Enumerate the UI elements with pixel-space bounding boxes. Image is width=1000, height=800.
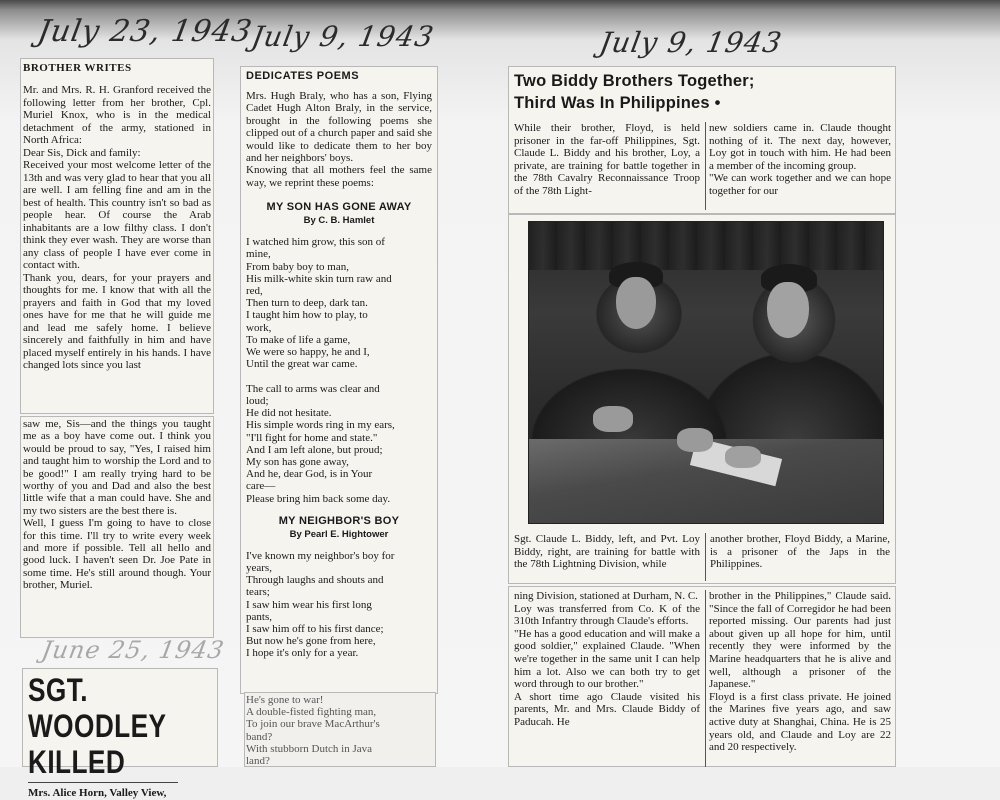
clipping-poem2-overflow [244, 692, 436, 767]
brother-writes-text-bottom: saw me, Sis—and the things you taught me as a boy have come out. I think you would be proud to say, "Yes, I raised him and taught him to worship the Lord and to be good!" I am really trying hard to be worthy of you and Dad and also the best little wife that a man could have. She and my two sisters are the best there is. Well, I guess I'm going to have to close for this time. I'll try to write every week and more if possible. Tell all hello and good luck. I haven't seen Dr. Joe Pate in some time. He's still around though. Your brother, Muriel. [23, 418, 211, 592]
headline-biddy-line2 [514, 94, 890, 113]
handwritten-date-col1: July 23, 1943 [34, 14, 256, 49]
poem1-title: MY SON HAS GONE AWAY [266, 201, 412, 214]
poem2-text: I've known my neighbor's boy for years, Through laughs and shouts and tears; I saw him wear his first long pants, I saw him off to his first dance; But now he's gone from here, I hope it's only for a year. [246, 549, 395, 660]
headline-biddy-line1: Two Biddy Brothers Together; [514, 72, 755, 90]
bullet-icon: • [714, 94, 721, 112]
clipping-dedicates-poems [240, 66, 438, 694]
photo-background-shelves [529, 222, 883, 270]
headline-dedicates-poems: DEDICATES POEMS [246, 70, 360, 82]
column-divider [705, 122, 706, 210]
dedicates-poems-intro: Mrs. Hugh Braly, who has a son, Flying Cadet Hugh Alton Braly, in the service, brought in the following poems she clipped out of a church paper and said she would like to dedicate them to her boy and her neighbors' boys. Knowing that all mothers feel the same way, we reprint these poems: [246, 90, 432, 189]
clipping-brother-writes-bottom [20, 416, 214, 638]
clipping-biddy-brothers [508, 66, 896, 214]
poem2-author: By Pearl E. Hightower [289, 528, 389, 540]
bottom-column-divider [705, 590, 706, 767]
handwritten-date-col3: July 9, 1943 [597, 26, 785, 59]
photo-hand [725, 446, 761, 468]
biddy-col-left-text: While their brother, Floyd, is held prisoner in the far-off Philippines, Sgt. Claude L. Biddy and his brother, Loy, a private, are training for battle together in the 78th Cavalry Reconnaissance Troop of the 78th Light- [514, 122, 700, 197]
photo-hand [677, 428, 713, 452]
photo-caption-left: Sgt. Claude L. Biddy, left, and Pvt. Loy Biddy, right, are training for battle with the 78th Lightning Division, while [514, 533, 700, 571]
photo-hand [593, 406, 633, 432]
caption-divider [705, 533, 706, 581]
biddy-bottom-right-text: brother in the Philippines," Claude said. "Since the fall of Corregidor he had been reported missing. Our parents had just about given up all hope for him, until recently they were informed by the Marine headquarters that he is alive and well, although a prisoner of the Japanese." Floyd is a first class private. He joined the Marines five years ago, and saw active duty at Shanghai, China. He is 25 years old, and Claude and Loy are 22 and 20 respectively. [709, 590, 891, 754]
headline-sgt-woodley-line2: KILLED [28, 744, 126, 780]
poem1-author: By C. B. Hamlet [303, 215, 375, 227]
clipping-brother-writes-top [20, 58, 214, 414]
handwritten-date-bottom-left: June 25, 1943 [39, 636, 227, 664]
poem2-title: MY NEIGHBOR'S BOY [278, 514, 400, 527]
photo-biddy-brothers [528, 221, 884, 524]
handwritten-date-col2: July 9, 1943 [249, 20, 437, 53]
biddy-col-right-text: new soldiers came in. Claude thought nothing of it. The next day, however, Loy got in touch with him. He had been a member of the incoming group. "We can work together and we can hope together for our [709, 122, 891, 197]
clipping-biddy-bottom [508, 586, 896, 767]
sgt-woodley-text: Mrs. Alice Horn, Valley View, [28, 787, 167, 799]
headline-brother-writes: BROTHER WRITES [23, 62, 132, 74]
biddy-bottom-left-text: ning Division, stationed at Durham, N. C. Loy was transferred from Co. K of the 310th Infantry through Claude's efforts. "He has a good education and will make a good soldier," explained Claude. "When we're together in the same unit I can help him a lot. Also we can both try to get word through to our brother." A short time ago Claude visited his parents, Mr. and Mrs. Claude Biddy of Paducah. He [514, 590, 700, 728]
clipping-sgt-woodley [22, 668, 218, 799]
headline-biddy-line2-text: Third Was In Philippines [514, 94, 710, 112]
photo-soldier-left-face [616, 277, 656, 329]
headline-sgt-woodley-line1: SGT. WOODLEY [28, 672, 167, 744]
poem1-text: I watched him grow, this son of mine, From baby boy to man, His milk-white skin turn raw and red, Then turn to deep, dark tan. I taught him how to play, to work, To make of life a game, We were so happy, he and I, Until the great war came. The call to arms was clear and loud; He did not hesitate. His simple words ring in my ears, "I'll fight for home and state." And I am left alone, but proud; My son has gone away, And he, dear God, is in Your care— Please bring him back some day. [246, 236, 395, 505]
brother-writes-text-top: Mr. and Mrs. R. H. Granford received the following letter from her brother, Cpl. Muriel Knox, who is in the medical detachment of the army, stationed in North Africa: Dear Sis, Dick and family: Received your most welcome letter of the 13th and was very glad to hear that you all are well. I am felling fine and am in the best of health. This country isn't so bad as people hear. Of course the Arab inhabitants are a low filthy class. I don't think they ever wash. They are worse than any class of people I have ever come in contact with. Thank you, dears, for your prayers and thoughts for me. I know that with all the prayers and faith in God that my loved ones have for me that he will guide me and lead me safely home. I believe sincerely and faithfully in him and have placed myself entirely in his hands. I have changed lots since you last [23, 84, 211, 371]
photo-soldier-right-face [767, 282, 809, 338]
poem2-overflow-text: He's gone to war! A double-fisted fighting man, To join our brave MacArthur's band? With stubborn Dutch in Java land? [246, 694, 380, 768]
photo-caption-right: another brother, Floyd Biddy, a Marine, is a prisoner of the Japs in the Philippines. [710, 533, 890, 571]
